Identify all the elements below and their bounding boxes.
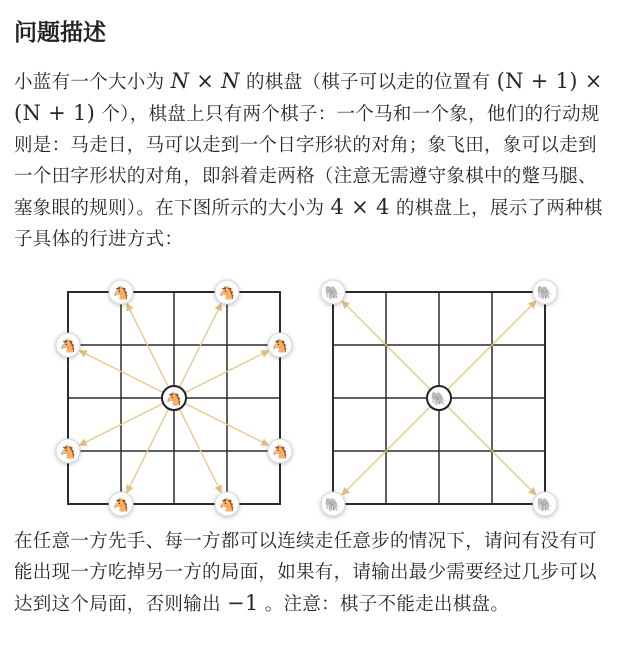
knight-target-icon: 🐴 <box>218 498 236 513</box>
knight-origin-icon: 🐴 <box>165 392 183 407</box>
text: 的棋盘（棋子可以走的位置有 <box>239 72 497 93</box>
problem-paragraph-1 <box>14 66 606 255</box>
math-board-size: 4 × 4 <box>330 195 390 219</box>
knight-target-icon: 🐴 <box>271 339 289 354</box>
knight-target-icon: 🐴 <box>218 286 236 301</box>
text: 的棋盘上，展示了两种棋子具体的行进方式： <box>14 198 603 250</box>
math-positions: (N + 1) × (N + 1) <box>14 69 603 125</box>
math-n: N <box>221 69 240 93</box>
text: 小蓝有一个大小为 <box>14 72 171 93</box>
problem-paragraph-2 <box>14 526 606 620</box>
movement-figure <box>0 270 620 530</box>
text: 在任意一方先手、每一方都可以连续走任意步的情况下，请问有没有可能出现一方吃掉另一方的局面，如果有，请输出最少需要经过几步可以达到这个局面，否则输出 <box>14 531 597 615</box>
page-title: 问题描述 <box>14 20 106 46</box>
text: 个），棋盘上只有两个棋子：一个马和一个象，他们的行动规则是：马走日，马可以走到一个日字形状的对角；象飞田，象可以走到一个田字形状的对角，即斜着走两格（注意无需遵守象棋中的蹩马腿、塞象眼的规则）。在下图所示的大小为 <box>14 104 600 219</box>
knight-target-icon: 🐴 <box>271 445 289 460</box>
knight-target-icon: 🐴 <box>112 498 130 513</box>
knight-board <box>56 280 292 516</box>
math-neg-one: −1 <box>226 591 259 615</box>
elephant-target-icon: 🐘 <box>536 498 554 513</box>
elephant-origin-icon: 🐘 <box>430 392 448 407</box>
math-n: N <box>170 69 190 93</box>
elephant-target-icon: 🐘 <box>536 286 554 301</box>
elephant-board <box>321 280 557 516</box>
elephant-target-icon: 🐘 <box>324 286 342 301</box>
knight-target-icon: 🐴 <box>59 445 77 460</box>
text: 。注意：棋子不能走出棋盘。 <box>258 594 510 615</box>
knight-target-icon: 🐴 <box>59 339 77 354</box>
math-times: × <box>189 69 222 93</box>
elephant-target-icon: 🐘 <box>324 498 342 513</box>
knight-target-icon: 🐴 <box>112 286 130 301</box>
